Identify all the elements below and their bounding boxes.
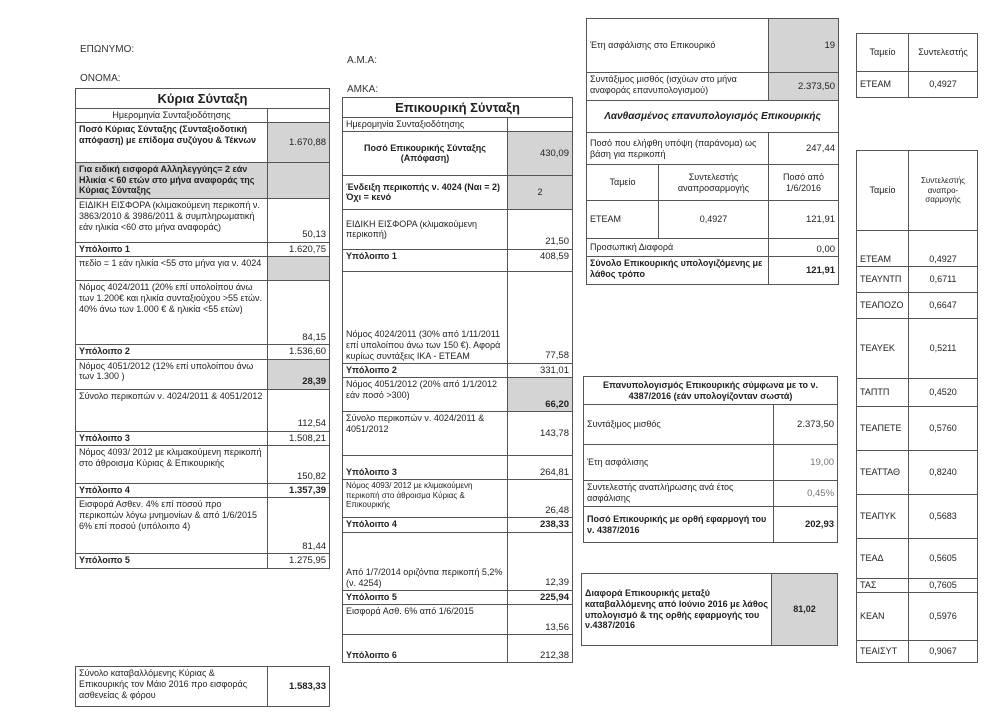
table-row: Νόμος 4024/2011 (30% από 1/11/2011 επί υπολοίπου άνω των 150 €). Αφορά κυρίως συντάξεις ΙΚΑ - ΕΤΕΑΜ 77,58 — [343, 271, 573, 363]
table-row: ΤΕΑΠΟΖΟ 0,6647 — [857, 293, 978, 319]
aux-pension-table — [342, 97, 573, 663]
wrong-recalc-title: Λανθασμένος επανυπολογισμός Επικουρικής — [587, 101, 839, 133]
table-row: ΤΑΠΤΠ 0,4520 — [857, 379, 978, 407]
main-pension-date-label: Ημερομηνία Συνταξιοδότησης — [76, 109, 268, 123]
table-row: Για ειδική εισφορά Αλληλεγγύης= 2 εάν Ηλικία < 60 ετών στο μήνα αναφοράς της Κύριας Σύνταξης — [76, 162, 330, 198]
table-row: Εισφορά Ασθεν. 4% επί ποσού προ περικοπών λόγω μνημονίων & από 1/6/2015 6% επί ποσού (υπόλοιπο 4) 81,44 — [76, 498, 330, 554]
table-row: ΕΙΔΙΚΗ ΕΙΣΦΟΡΑ (κλιμακούμενη περικοπή ν. 3863/2010 & 3986/2011 & συμπληρωματική εάν ηλικία <60 στο μήνα αναφοράς) 50,13 — [76, 198, 330, 242]
years-label: Έτη ασφάλισης στο Επικουρικό — [587, 19, 769, 73]
table-row: Υπόλοιπο 3 1.508,21 — [76, 431, 330, 445]
wrong-total-value: 121,91 — [769, 257, 839, 285]
personal-diff-value: 0,00 — [769, 239, 839, 257]
table-row: Υπόλοιπο 3 264,81 — [343, 456, 573, 480]
table-row: πεδίο = 1 εάν ηλικία <55 στο μήνα για ν. 4024 — [76, 257, 330, 281]
table-row: Έτη ασφάλισης 19,00 — [584, 445, 838, 481]
table-row: ΕΤΕΑΜ 0,4927 121,91 — [587, 201, 839, 239]
coef-top-col-coef: Συντελεστής — [909, 34, 978, 72]
aux-pension-title: Επικουρική Σύνταξη — [343, 98, 573, 118]
table-row: Υπόλοιπο 6 212,38 — [343, 634, 573, 662]
surname-label: ΕΠΩΝΥΜΟ: — [80, 44, 135, 55]
difference-value: 81,02 — [772, 574, 838, 646]
table-row: Νόμος 4051/2012 (12% επί υπολοίπου άνω των 1.300 ) 28,39 — [76, 359, 330, 389]
table-row: Εισφορά Ασθ. 6% από 1/6/2015 13,56 — [343, 604, 573, 634]
table-row: ΕΤΕΑΜ 0,4927 — [857, 72, 978, 98]
amka-label: ΑΜΚΑ: — [347, 84, 379, 95]
table-row: ΤΕΑΙΣΥΤ 0,9067 — [857, 641, 978, 663]
difference-table — [581, 573, 838, 646]
table-row: Υπόλοιπο 2 331,01 — [343, 363, 573, 377]
wrong-total-label: Σύνολο Επικουρικής υπολογιζόμενης με λάθος τρόπο — [587, 257, 769, 285]
basis-label: Ποσό που ελήφθη υπόψη (παράνομα) ως βάση για περικοπή — [587, 133, 769, 165]
table-row: ΤΕΑΥΝΤΠ 0,6711 — [857, 267, 978, 293]
col-amount: Ποσό από 1/6/2016 — [769, 165, 839, 201]
table-row: Υπόλοιπο 2 1.536,60 — [76, 345, 330, 359]
table-row: Υπόλοιπο 5 1.275,95 — [76, 554, 330, 568]
coef-col-coef: Συντελεστής αναπρο-σαρμογής — [909, 151, 978, 231]
ama-label: Α.Μ.Α: — [347, 55, 378, 66]
table-row: Υπόλοιπο 1 408,59 — [343, 249, 573, 271]
wrong-recalc-table — [586, 18, 839, 285]
table-row: ΤΕΑΠΕΤΕ 0,5760 — [857, 407, 978, 451]
table-row: Από 1/7/2014 οριζόντια περικοπή 5,2% (ν. 4254) 12,39 — [343, 532, 573, 590]
table-row: Νόμος 4024/2011 (20% επί υπολοίπου άνω των 1.200€ και ηλικία συνταξιούχου >55 ετών. 40% άνω των 1.000 € & ηλικία <55 ετών) 84,15 — [76, 281, 330, 345]
coef-col-fund: Ταμείο — [857, 151, 909, 231]
table-row: ΚΕΑΝ 0,5976 — [857, 593, 978, 641]
table-row: Ποσό Επικουρικής με ορθή εφαρμογή του ν. 4387/2016 202,93 — [584, 507, 838, 543]
salary-label: Συντάξιμος μισθός (ισχύων στο μήνα αναφοράς επανυπολογισμού) — [587, 73, 769, 101]
table-row: Νόμος 4093/ 2012 με κλιμακούμενη περικοπή στο άθροισμα Κύριας & Επικουρικής 150,82 — [76, 445, 330, 483]
table-row: Ποσό Κύριας Σύνταξης (Συνταξιοδοτική απόφαση) με επίδομα συζύγου & Τέκνων 1.670,88 — [76, 122, 330, 162]
table-row: ΕΤΕΑΜ 0,4927 — [857, 231, 978, 267]
main-total-value: 1.583,33 — [268, 667, 330, 707]
name-label: ΟΝΟΜΑ: — [80, 73, 121, 84]
table-row: ΤΕΑΥΕΚ 0,5211 — [857, 319, 978, 379]
table-row: Συντελεστής αναπλήρωσης ανά έτος ασφάλισης 0,45% — [584, 481, 838, 507]
main-total-label: Σύνολο καταβαλλόμενης Κύριας & Επικουρικής τον Μάιο 2016 προ εισφοράς ασθενείας & φόρου — [76, 667, 268, 707]
years-value: 19 — [769, 19, 839, 73]
main-total-table — [75, 666, 330, 707]
table-row: ΤΕΑΠΥΚ 0,5683 — [857, 495, 978, 539]
table-row: ΤΕΑΔ 0,5605 — [857, 539, 978, 579]
salary-value: 2.373,50 — [769, 73, 839, 101]
main-pension-table — [75, 88, 330, 569]
table-row: ΤΑΣ 0,7605 — [857, 579, 978, 593]
col-fund: Ταμείο — [587, 165, 659, 201]
coef-top-table — [856, 33, 978, 98]
table-row: ΕΙΔΙΚΗ ΕΙΣΦΟΡΑ (κλιμακούμενη περικοπή) 21,50 — [343, 209, 573, 249]
table-row: Νόμος 4093/ 2012 με κλιμακούμενη περικοπή στο άθροισμα Κύριας & Επικουρικής 26,48 — [343, 480, 573, 518]
col-coef: Συντελεστής αναπροσαρμογής — [659, 165, 769, 201]
table-row: Νόμος 4051/2012 (20% από 1/1/2012 εάν ποσό >300) 66,20 — [343, 378, 573, 412]
coef-table — [856, 150, 978, 663]
coef-top-col-fund: Ταμείο — [857, 34, 909, 72]
table-row: Σύνολο περικοπών ν. 4024/2011 & 4051/2012 112,54 — [76, 389, 330, 431]
correct-recalc-title: Επανυπολογισμός Επικουρικής σύμφωνα με το ν. 4387/2016 (εάν υπολογίζονταν σωστά) — [584, 377, 838, 405]
table-row: Ποσό Επικουρικής Σύνταξης (Απόφαση) 430,09 — [343, 131, 573, 175]
table-row: Υπόλοιπο 4 238,33 — [343, 518, 573, 532]
main-pension-title: Κύρια Σύνταξη — [76, 89, 330, 109]
table-row: Σύνολο περικοπών ν. 4024/2011 & 4051/2012 143,78 — [343, 412, 573, 456]
correct-recalc-table — [583, 376, 838, 543]
basis-value: 247,44 — [769, 133, 839, 165]
table-row: Υπόλοιπο 5 225,94 — [343, 590, 573, 604]
aux-pension-date-label: Ημερομηνία Συνταξιοδότησης — [343, 118, 508, 132]
table-row: Ένδειξη περικοπής ν. 4024 (Ναι = 2) Όχι = κενό 2 — [343, 175, 573, 209]
table-row: Υπόλοιπο 1 1.620,75 — [76, 242, 330, 256]
table-row: Υπόλοιπο 4 1.357,39 — [76, 483, 330, 497]
difference-label: Διαφορά Επικουρικής μεταξύ καταβαλλόμενης από Ιούνιο 2016 με λάθος υπολογισμό & της ορθής εφαρμογής του ν.4387/2016 — [582, 574, 772, 646]
table-row: ΤΕΑΤΤΑΘ 0,8240 — [857, 451, 978, 495]
table-row: Συντάξιμος μισθός 2.373,50 — [584, 405, 838, 445]
personal-diff-label: Προσωπική Διαφορά — [587, 239, 769, 257]
